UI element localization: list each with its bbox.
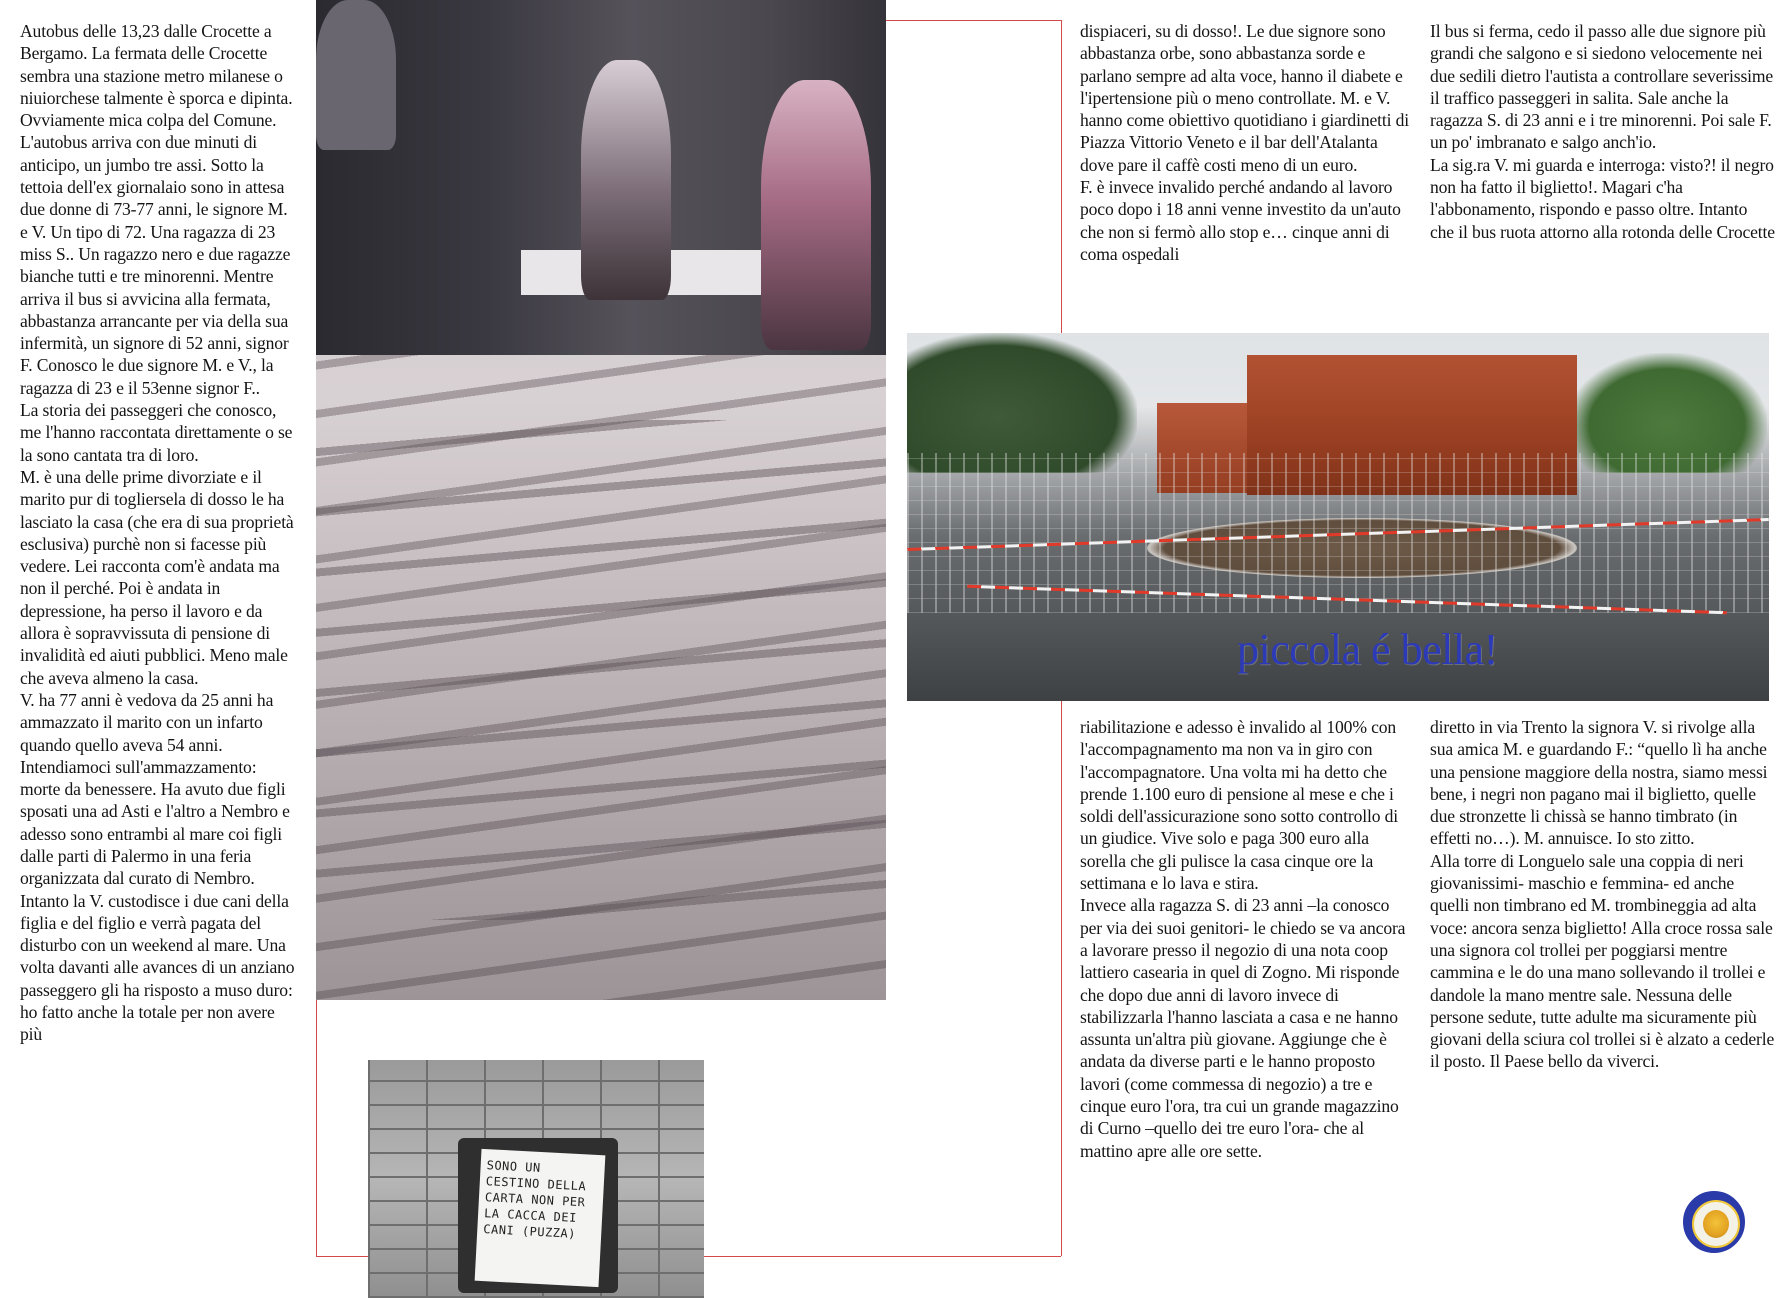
street-photo-pavement — [316, 420, 886, 920]
paragraph: F. è invece invalido perché andando al lavoro poco dopo i 18 anni venne investito da un'auto che non si fermò allo stop e… cinque anni di coma ospedali — [1080, 177, 1401, 264]
paragraph: La sig.ra V. mi guarda e interroga: visto?! il negro non ha fatto il biglietto!. Magari c'ha l'abbonamento, rispondo e passo oltre. Intanto che il bus ruota attorno alla rotonda delle Crocette — [1430, 154, 1775, 242]
paragraph: M. è una delle prime divorziate e il marito pur di togliersela di dosso le ha lasciato la casa (che era di sua proprietà esclusiva) purchè non si facesse più vedere. Lei racconta com'è andata ma non il perché. Poi è andata in depressione, ha perso il lavoro e da allora è sopravvissuta di pensione di invalidità ed aiuti pubblici. Meno male che aveva almeno la casa. — [20, 466, 294, 688]
roundabout-photo — [907, 333, 1769, 701]
wall-note: SONO UN CESTINO DELLA CARTA NON PER LA CACCA DEI CANI (PUZZA) — [475, 1149, 606, 1287]
article-column-1 — [20, 20, 295, 1046]
paragraph: Alla torre di Longuelo sale una coppia di neri giovanissimi- maschio e femmina- ed anche quelli non timbrano ed M. trombineggia ad alta voce: ancora senza biglietto! Alla croce rossa sale una signora col trollei per poggiarsi mentre cammina e le do una mano sollevando il trollei e dandole la mano mentre sale. Nessuna delle persone sedute, tutte adulte ma sicuramente più giovani della sciura col trollei si è alzato a cederle il posto. Il Paese bello da viverci. — [1430, 850, 1775, 1072]
roundabout-caption: piccola é bella! — [1237, 625, 1498, 674]
street-photo-person-right — [761, 80, 871, 350]
paragraph: diretto in via Trento la signora V. si rivolge alla sua amica M. e guardando F.: “quello lì ha anche una pensione maggiore della nostra, siamo messi bene, i negri non pagano mai il biglietto, quelle due stronzette li chissà se hanno timbrato (in effetti no…). M. annuisce. Io sto zitto. — [1430, 717, 1768, 849]
street-photo-person-left — [581, 60, 671, 300]
lion-face-icon — [1703, 1210, 1729, 1238]
paragraph: Invece alla ragazza S. di 23 anni –la conosco per via dei suoi genitori- le chiedo se va ancora a lavorare presso il negozio di una nota coop lattiero casearia in quel di Zogno. Mi risponde che dopo due anni di lavoro invece di stabilizzarla l'hanno lasciata a casa e ne hanno assunta un'altra più giovane. Aggiunge che è andata da diverse parti e le hanno proposto lavori (come commessa di negozio) a tre e cinque euro l'ora, tra cui un grande magazzino di Curno –quello dei tre euro l'ora- che al mattino apre alle ore sette. — [1080, 895, 1406, 1161]
paragraph: dispiaceri, su di dosso!. Le due signore sono abbastanza orbe, sono abbastanza sorde e parlano sempre ad alta voce, hanno il diabete e l'ipertensione più o meno controllate. M. e V. hanno come obiettivo quotidiano i giardinetti di Piazza Vittorio Veneto e il bar dell'Atalanta dove pare il caffè costi meno di un euro. — [1080, 21, 1409, 175]
lion-logo-icon — [1683, 1191, 1745, 1253]
article-column-2 — [1080, 20, 1415, 265]
street-photo-pillar — [316, 0, 396, 150]
paragraph: Il bus si ferma, cedo il passo alle due signore più grandi che salgono e si siedono velocemente nei due sedili dietro l'autista a controllare severissime il traffico passeggeri in salita. Sale anche la ragazza S. di 23 anni e i tre minorenni. Poi sale F. un po' imbranato e salgo anch'io. — [1430, 21, 1774, 153]
street-photo — [316, 0, 886, 1000]
logo-inner-ring — [1692, 1200, 1740, 1248]
wall-sign-photo — [368, 1060, 704, 1298]
article-column-5 — [1430, 716, 1775, 1073]
article-column-3 — [1430, 20, 1775, 243]
paragraph: V. ha 77 anni è vedova da 25 anni ha ammazzato il marito con un infarto quando quello aveva 54 anni. Intendiamoci sull'ammazzamento: morte da benessere. Ha avuto due figli sposati una ad Asti e l'altro a Nembro e adesso sono entrambi al mare coi figli dalle parti di Palermo in una feria organizzata dal curato di Nembro. Intanto la V. custodisce i due cani della figlia e del figlio e verrà pagata del disturbo con un weekend al mare. Una volta davanti alle avances di un anziano passeggero gli ha risposto a muso duro: ho fatto anche la totale per non avere più — [20, 689, 295, 1045]
paragraph: riabilitazione e adesso è invalido al 100% con l'accompagnamento ma non va in giro con l'accompagnatore. Una volta mi ha detto che prende 1.100 euro di pensione al mese e che i soldi dell'assicurazione sono sotto controllo di un giudice. Vive solo e paga 300 euro alla sorella che gli pulisce la casa cinque ore la settimana e lo lava e stira. — [1080, 717, 1398, 894]
roundabout-trees-left — [907, 333, 1137, 473]
paragraph: Autobus delle 13,23 dalle Crocette a Bergamo. La fermata delle Crocette sembra una stazione metro milanese o niuiorchese talmente è sporca e dipinta. Ovviamente mica colpa del Comune. L'autobus arriva con due minuti di anticipo, un jumbo tre assi. Sotto la tettoia dell'ex giornalaio sono in attesa due donne di 73-77 anni, le signore M. e V. Un tipo di 72. Una ragazza di 23 miss S.. Un ragazzo nero e due ragazze bianche tutti e tre minorenni. Mentre arriva il bus si avvicina alla fermata, abbastanza arrancante per via della sua infermità, un signore di 52 anni, signor F. Conosco le due signore M. e V., la ragazza di 23 e il 53enne signor F.. — [20, 21, 293, 398]
article-column-4 — [1080, 716, 1415, 1162]
paragraph: La storia dei passeggeri che conosco, me l'hanno raccontata direttamente o se la sono cantata tra di loro. — [20, 400, 293, 465]
